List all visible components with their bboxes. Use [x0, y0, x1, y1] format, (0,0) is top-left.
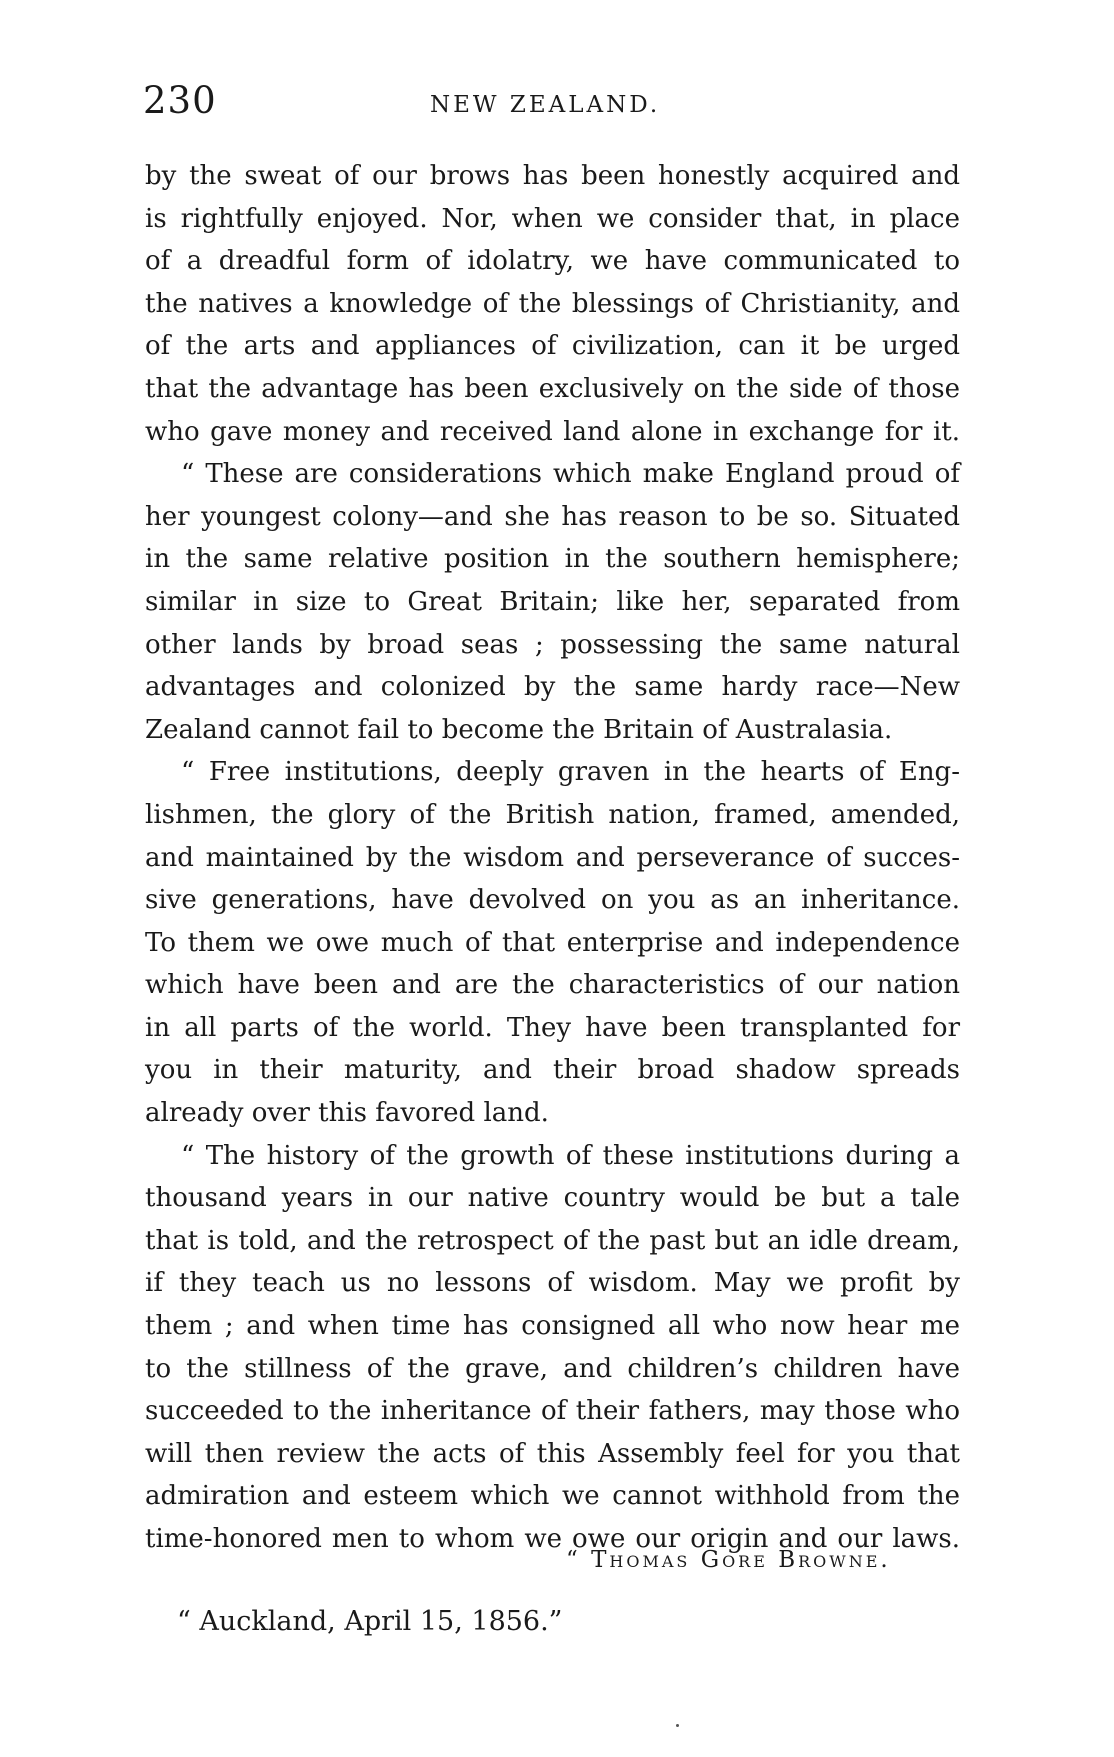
paragraph	[145, 751, 960, 1134]
text-line: the natives a knowledge of the blessings of Christianity, and	[145, 288, 960, 319]
running-head: NEW ZEALAND.	[430, 92, 661, 118]
text-line: thousand years in our native country would be but a tale	[145, 1183, 960, 1214]
text-line: you in their maturity, and their broad shadow spreads	[145, 1055, 960, 1086]
text-line: is rightfully enjoyed. Nor, when we consider that, in place	[145, 203, 960, 234]
text-line: advantages and colonized by the same hardy race—New	[145, 672, 960, 703]
text-line: already over this favored land.	[145, 1098, 549, 1129]
text-line: if they teach us no lessons of wisdom. May we profit by	[145, 1268, 960, 1299]
text-line: lishmen, the glory of the British nation, framed, amended,	[145, 799, 960, 830]
text-line: her youngest colony—and she has reason to be so. Situated	[145, 501, 960, 532]
text-line: time-honored men to whom we owe our origin and our laws.	[145, 1524, 960, 1554]
text-line: that is told, and the retrospect of the past but an idle dream,	[145, 1225, 960, 1256]
text-line: and maintained by the wisdom and perseverance of succes-	[145, 842, 960, 873]
text-line: which have been and are the characteristics of our nation	[145, 970, 960, 1001]
text-line: to the stillness of the grave, and children’s children have	[145, 1353, 960, 1384]
paragraph	[145, 1135, 960, 1561]
text-line: similar in size to Great Britain; like her, separated from	[145, 586, 960, 617]
text-line: will then review the acts of this Assembly feel for you that	[145, 1438, 960, 1469]
text-line: in all parts of the world. They have been transplanted for	[145, 1012, 960, 1043]
text-line: To them we owe much of that enterprise and independence	[145, 927, 960, 958]
text-line: “ These are considerations which make England proud of	[181, 459, 960, 490]
print-speck	[676, 1724, 679, 1727]
text-line: Zealand cannot fail to become the Britain of Australasia.	[145, 714, 893, 745]
text-line: in the same relative position in the southern hemisphere;	[145, 544, 960, 575]
body-text	[145, 155, 960, 1561]
paragraph	[145, 155, 960, 453]
text-line: that the advantage has been exclusively on the side of those	[145, 373, 960, 404]
text-line: by the sweat of our brows has been honestly acquired and	[145, 161, 960, 191]
text-line: “ The history of the growth of these institutions during a	[181, 1140, 960, 1171]
text-line: who gave money and received land alone in exchange for it.	[145, 416, 960, 447]
text-line: admiration and esteem which we cannot withhold from the	[145, 1481, 960, 1512]
signature: “ Thomas Gore Browne.	[566, 1547, 891, 1573]
text-line: succeeded to the inheritance of their fathers, may those who	[145, 1396, 960, 1427]
dateline: “ Auckland, April 15, 1856.”	[177, 1606, 563, 1637]
text-line: of a dreadful form of idolatry, we have communicated to	[145, 246, 960, 277]
text-line: of the arts and appliances of civilization, can it be urged	[145, 331, 960, 362]
text-line: “ Free institutions, deeply graven in the hearts of Eng-	[181, 757, 960, 788]
page-number: 230	[143, 79, 217, 122]
text-line: other lands by broad seas ; possessing the same natural	[145, 629, 960, 660]
paragraph	[145, 453, 960, 751]
text-line: sive generations, have devolved on you as an inheritance.	[145, 885, 960, 916]
text-line: them ; and when time has consigned all who now hear me	[145, 1311, 960, 1342]
page-header	[143, 78, 958, 128]
